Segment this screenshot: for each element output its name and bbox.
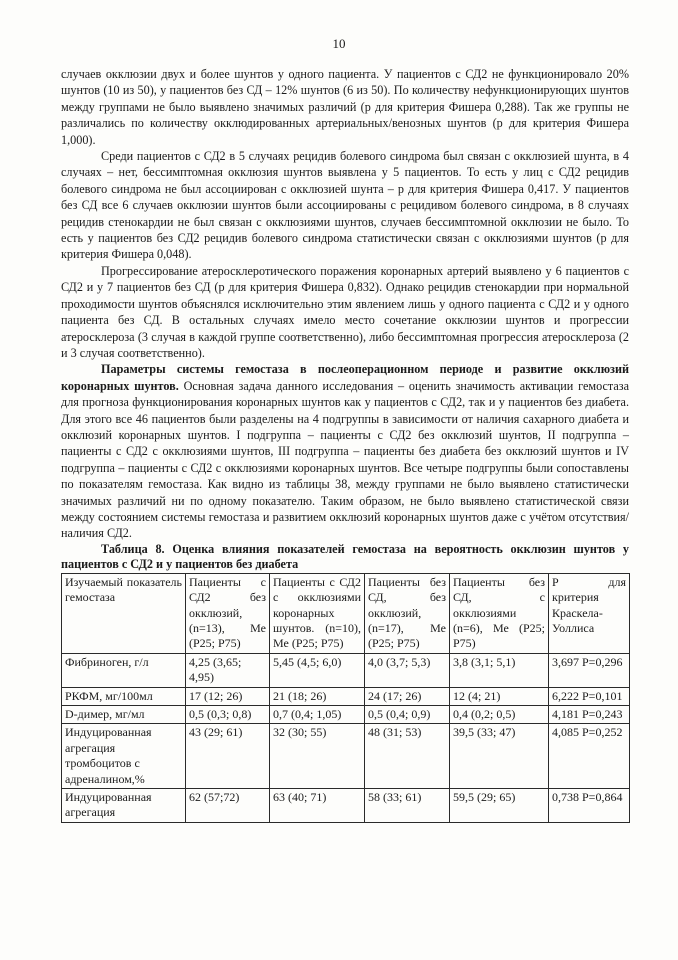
cell-value: 59,5 (29; 65) bbox=[450, 789, 549, 823]
paragraph-hemostasis bbox=[61, 361, 629, 541]
table-header-row bbox=[62, 573, 630, 653]
header-dm2-occlusion: Пациенты с СД2 с окклюзиями коронарных шунтов. (n=10), Ме (P25; P75) bbox=[270, 573, 365, 653]
cell-indicator: Индуцированная агрегация bbox=[62, 789, 186, 823]
cell-value: 0,5 (0,4; 0,9) bbox=[365, 706, 450, 724]
paragraph-1: случаев окклюзии двух и более шунтов у одного пациента. У пациентов с СД2 не функционировало 20% шунтов (10 из 50), у пациентов без СД – 12% шунтов (6 из 50). По количеству нефункционирующих шунтов между группами не было выявлено значимых различий (р для критерия Фишера 0,288). Так же группы не различались по количеству окклюдированных артериальных/венозных шунтов (р для критерия Фишера 1,000). bbox=[61, 67, 629, 147]
cell-indicator: D-димер, мг/мл bbox=[62, 706, 186, 724]
paragraph-2: Среди пациентов с СД2 в 5 случаях рецидив болевого синдрома был связан с окклюзией шунта, в 4 случаях – нет, бессимптомная окклюзия шунтов выявлена у 5 пациентов. То есть у лиц с СД2 рецидив болевого синдрома не был ассоциирован с окклюзией шунта – р для критерия Фишера 0,417. У пациентов без СД все 6 случаев окклюзии шунтов были ассоциированы с рецидивом болевого синдрома, в 8 случаях рецидив стенокардии не был связан с окклюзиями шунтов, случаев бессимптомной окклюзии не было. То есть у пациентов без СД2 рецидив болевого синдрома статистически связан с окклюзиями шунтов (р для критерия Фишера 0,048). bbox=[61, 149, 629, 262]
cell-value: 4,0 (3,7; 5,3) bbox=[365, 653, 450, 687]
page-content bbox=[61, 66, 629, 823]
cell-value: 5,45 (4,5; 6,0) bbox=[270, 653, 365, 687]
header-indicator: Изучаемый показатель гемостаза bbox=[62, 573, 186, 653]
cell-value: 43 (29; 61) bbox=[186, 724, 270, 789]
cell-value: 0,4 (0,2; 0,5) bbox=[450, 706, 549, 724]
cell-p-value: 3,697 P=0,296 bbox=[549, 653, 630, 687]
section-heading: Параметры системы гемостаза в послеоперационном периоде и развитие окклюзий коронарных шунтов. bbox=[61, 362, 629, 393]
cell-value: 0,5 (0,3; 0,8) bbox=[186, 706, 270, 724]
header-dm2-no-occlusion: Пациенты с СД2 без окклюзий, (n=13), Ме (P25; P75) bbox=[186, 573, 270, 653]
header-p-value: P для критерия Краскела-Уоллиса bbox=[549, 573, 630, 653]
cell-p-value: 4,085 P=0,252 bbox=[549, 724, 630, 789]
table-caption: Таблица 8. Оценка влияния показателей гемостаза на вероятность окклюзин шунтов у пациентов с СД2 и у пациентов без диабета bbox=[61, 541, 629, 571]
table-row bbox=[62, 706, 630, 724]
cell-value: 32 (30; 55) bbox=[270, 724, 365, 789]
cell-value: 3,8 (3,1; 5,1) bbox=[450, 653, 549, 687]
cell-value: 21 (18; 26) bbox=[270, 687, 365, 705]
page-number: 10 bbox=[332, 36, 346, 51]
cell-value: 0,7 (0,4; 1,05) bbox=[270, 706, 365, 724]
cell-p-value: 6,222 P=0,101 bbox=[549, 687, 630, 705]
table-row bbox=[62, 653, 630, 687]
table-row bbox=[62, 687, 630, 705]
cell-indicator: Фибриноген, г/л bbox=[62, 653, 186, 687]
cell-value: 24 (17; 26) bbox=[365, 687, 450, 705]
table-row bbox=[62, 724, 630, 789]
cell-value: 12 (4; 21) bbox=[450, 687, 549, 705]
cell-p-value: 4,181 P=0,243 bbox=[549, 706, 630, 724]
header-no-dm-no-occlusion: Пациенты без СД, без окклюзий, (n=17), Ме (P25; P75) bbox=[365, 573, 450, 653]
cell-value: 17 (12; 26) bbox=[186, 687, 270, 705]
cell-indicator: РКФМ, мг/100мл bbox=[62, 687, 186, 705]
cell-value: 39,5 (33; 47) bbox=[450, 724, 549, 789]
paragraph-3: Прогрессирование атеросклеротического поражения коронарных артерий выявлено у 6 пациентов с СД2 и у 7 пациентов без СД (р для критерия Фишера 0,832). Однако рецидив стенокардии при нормальной проходимости шунтов объяснялся исключительно этим явлением лишь у одного пациента с СД2 и у одного пациента без СД. В остальных случаях имело место сочетание окклюзии шунтов и прогрессии атеросклероза (3 случая в каждой группе соответственно), либо бессимптомная прогрессия атеросклероза (2 и 3 случая соответственно). bbox=[61, 263, 629, 360]
hemostasis-table bbox=[61, 573, 630, 823]
cell-value: 58 (33; 61) bbox=[365, 789, 450, 823]
header-no-dm-occlusion: Пациенты без СД, с окклюзиями (n=6), Ме (P25; P75) bbox=[450, 573, 549, 653]
cell-value: 4,25 (3,65; 4,95) bbox=[186, 653, 270, 687]
section-text: Основная задача данного исследования – оценить значимость активации гемостаза для прогноза функционирования коронарных шунтов как у пациентов с СД2, так и у пациентов без диабета. Для этого все 46 пациентов были разделены на 4 подгруппы в зависимости от наличия сахарного диабета и окклюзий коронарных шунтов. I подгруппа – пациенты с СД2 без окклюзий шунтов, II подгруппа – пациенты с СД2 с окклюзиями шунтов, III подгруппа – пациенты без диабета без окклюзий шунтов и IV подгруппа – пациенты с СД2 с окклюзиями коронарных шунтов. Все четыре подгруппы были сопоставлены по показателям гемостаза. Как видно из таблицы 38, между группами не было выявлено статистически значимых различий ни по одному показателю. Таким образом, не было выявлено статистической связи между состоянием системы гемостаза и развитием окклюзий коронарных шунтов даже с учётом отсутствия/наличия СД2. bbox=[61, 378, 629, 541]
cell-indicator: Индуцированная агрегация тромбоцитов с адреналином,% bbox=[62, 724, 186, 789]
cell-p-value: 0,738 P=0,864 bbox=[549, 789, 630, 823]
cell-value: 48 (31; 53) bbox=[365, 724, 450, 789]
table-row bbox=[62, 789, 630, 823]
cell-value: 63 (40; 71) bbox=[270, 789, 365, 823]
cell-value: 62 (57;72) bbox=[186, 789, 270, 823]
